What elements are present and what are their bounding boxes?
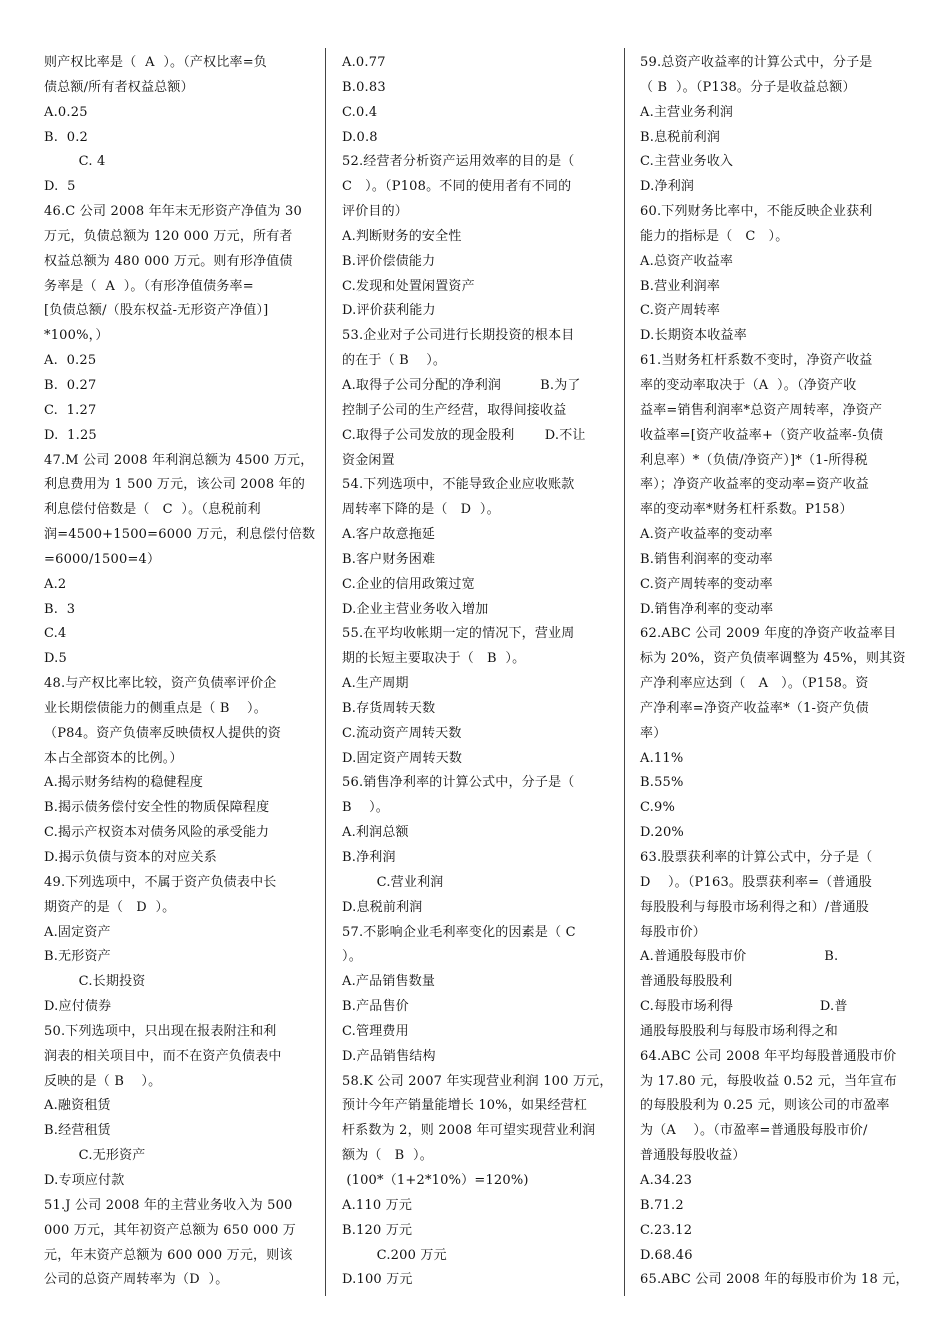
text-line: 控制子公司的生产经营，取得间接收益	[342, 402, 567, 418]
text-line: 产净利率应达到（ A ）。（P158。资	[640, 676, 869, 692]
text-line: 46.C 公司 2008 年年末无形资产净值为 30	[44, 204, 302, 220]
text-line: C.9%	[640, 800, 676, 816]
text-line: C.长期投资	[44, 974, 146, 990]
text-line: A.资产收益率的变动率	[640, 527, 773, 543]
text-line: B.营业利润率	[640, 278, 721, 294]
text-line: A.固定资产	[44, 924, 111, 940]
text-line: 为（A ）。（市盈率=普通股每股市价/	[640, 1123, 868, 1139]
text-line: （ B ）。（P138。分子是收益总额）	[640, 79, 856, 95]
text-line: D.企业主营业务收入增加	[342, 601, 489, 617]
text-line: A. 0.25	[44, 353, 97, 369]
text-line: 率）；净资产收益率的变动率=资产收益	[640, 477, 869, 493]
text-line: D.0.8	[342, 129, 378, 145]
text-line: 元，年末资产总额为 600 000 万元，则该	[44, 1247, 293, 1263]
text-line: C.营业利润	[342, 874, 444, 890]
text-line: B.0.83	[342, 79, 386, 95]
text-line: B.息税前利润	[640, 129, 721, 145]
text-line: 47.M 公司 2008 年利润总额为 4500 万元，	[44, 452, 314, 468]
text-line: 51.J 公司 2008 年的主营业务收入为 500	[44, 1197, 293, 1213]
text-line: D.产品销售结构	[342, 1048, 436, 1064]
text-line: D.100 万元	[342, 1272, 413, 1288]
text-line: C.0.4	[342, 104, 378, 120]
text-line: D.净利润	[640, 179, 695, 195]
text-line: B.55%	[640, 775, 684, 791]
text-line: B.净利润	[342, 850, 396, 865]
text-line: 利息费用为 1 500 万元，该公司 2008 年的	[44, 477, 306, 493]
text-line: D. 5	[44, 179, 76, 195]
text-line: C.每股市场利得 D.普	[640, 999, 848, 1015]
text-line: A.融资租赁	[44, 1098, 111, 1114]
text-line: 49.下列选项中，不属于资产负债表中长	[44, 874, 277, 890]
text-line: A.取得子公司分配的净利润 B.为了	[342, 377, 581, 393]
text-line: 率）	[640, 725, 667, 741]
text-line: 64.ABC 公司 2008 年平均每股普通股市价	[640, 1048, 897, 1064]
text-line: B. 3	[44, 601, 76, 617]
text-line: B.存货周转天数	[342, 700, 436, 716]
text-line: 为 17.80 元，每股收益 0.52 元，当年宣布	[640, 1073, 897, 1089]
text-line: A.总资产收益率	[640, 253, 734, 269]
text-line: 公司的总资产周转率为（D ）。	[44, 1272, 229, 1288]
text-line: 标为 20%，资产负债率调整为 45%，则其资	[640, 651, 906, 667]
text-line: 58.K 公司 2007 年实现营业利润 100 万元，	[342, 1073, 613, 1089]
text-line: 48.与产权比率比较，资产负债率评价企	[44, 676, 277, 692]
text-line: C.流动资产周转天数	[342, 725, 462, 741]
text-line: D.揭示负债与资本的对应关系	[44, 850, 217, 865]
text-line: C.企业的信用政策过宽	[342, 576, 475, 592]
text-line: 周转率下降的是（ D ）。	[342, 502, 500, 518]
text-line: 评价目的）	[342, 204, 409, 220]
column-divider-left	[325, 48, 326, 1296]
text-line: 万元，负债总额为 120 000 万元，所有者	[44, 228, 293, 244]
text-line: B.评价偿债能力	[342, 253, 436, 269]
text-line: 率的变动率取决于（A ）。（净资产收	[640, 377, 857, 393]
text-line: 润表的相关项目中，而不在资产负债表中	[44, 1048, 282, 1064]
text-line: 55.在平均收帐期一定的情况下，营业周	[342, 626, 575, 642]
text-line: 53.企业对子公司进行长期投资的根本目	[342, 328, 575, 344]
text-line: B.无形资产	[44, 949, 111, 965]
text-line: B.120 万元	[342, 1222, 413, 1238]
text-line: C.200 万元	[342, 1247, 447, 1263]
text-line: D. 1.25	[44, 427, 97, 443]
text-line: B ）。	[342, 800, 389, 816]
text-line: C.发现和处置闲置资产	[342, 278, 475, 294]
text-line: 务率是（ A ）。（有形净值债务率=	[44, 278, 254, 294]
text-line: C.资产周转率	[640, 303, 721, 319]
text-line: 利息率）*（负债/净资产）]*（1-所得税	[640, 452, 868, 468]
text-line: *100%，）	[44, 328, 109, 344]
text-line: 权益总额为 480 000 万元。则有形净值债	[44, 253, 293, 269]
column-divider-right	[624, 48, 625, 1296]
text-line: 收益率=[资产收益率+（资产收益率-负债	[640, 427, 884, 443]
text-line: 59.总资产收益率的计算公式中，分子是	[640, 55, 873, 70]
text-line: ）。	[342, 949, 362, 965]
text-line: 债总额/所有者权益总额）	[44, 79, 194, 95]
text-line: 期资产的是（ D ）。	[44, 899, 176, 915]
text-line: D.5	[44, 651, 67, 667]
text-column-3	[640, 51, 910, 1293]
text-line: 62.ABC 公司 2009 年度的净资产收益率目	[640, 626, 897, 642]
text-line: A.0.77	[342, 55, 386, 70]
text-line: C.23.12	[640, 1222, 693, 1238]
text-line: D.68.46	[640, 1247, 693, 1263]
text-line: 普通股每股股利	[640, 974, 733, 990]
text-line: 资金闲置	[342, 452, 395, 468]
text-line: 通股每股股利与每股市场利得之和	[640, 1023, 839, 1039]
text-line: 本占全部资本的比例。）	[44, 750, 183, 766]
text-line: A.主营业务利润	[640, 104, 734, 120]
text-line: B.揭示债务偿付安全性的物质保障程度	[44, 800, 270, 816]
text-line: 的在于（ B ）。	[342, 353, 447, 369]
text-line: A.判断财务的安全性	[342, 228, 462, 244]
text-line: A.生产周期	[342, 676, 409, 692]
text-line: (100*（1+2*10%）=120%)	[342, 1172, 529, 1188]
text-line: B.客户财务困难	[342, 551, 436, 567]
text-line: 60.下列财务比率中，不能反映企业获利	[640, 204, 873, 220]
text-line: （P84。资产负债率反映债权人提供的资	[44, 725, 282, 741]
text-line: C.4	[44, 626, 67, 642]
text-line: 额为（ B ）。	[342, 1148, 433, 1164]
text-line: 每股市价）	[640, 924, 707, 940]
text-line: B.产品售价	[342, 999, 409, 1015]
text-line: B.71.2	[640, 1197, 684, 1213]
text-line: 则产权比率是（ A ）。（产权比率=负	[44, 55, 268, 70]
text-line: 杆系数为 2，则 2008 年可望实现营业利润	[342, 1123, 596, 1139]
text-line: 能力的指标是（ C ）。	[640, 228, 789, 244]
text-line: C. 4	[44, 154, 106, 170]
text-line: D ）。（P163。股票获利率=（普通股	[640, 874, 873, 890]
text-line: 56.销售净利率的计算公式中，分子是（	[342, 775, 575, 791]
text-line: B.经营租赁	[44, 1123, 111, 1139]
text-line: C.资产周转率的变动率	[640, 576, 773, 592]
text-line: A.0.25	[44, 104, 88, 120]
text-line: C.揭示产权资本对债务风险的承受能力	[44, 825, 270, 841]
text-line: A.产品销售数量	[342, 974, 436, 990]
text-line: 50.下列选项中，只出现在报表附注和利	[44, 1023, 277, 1039]
text-line: D.评价获利能力	[342, 303, 436, 319]
text-line: D.销售净利率的变动率	[640, 601, 774, 617]
text-line: D.20%	[640, 825, 684, 841]
text-line: 反映的是（ B ）。	[44, 1073, 162, 1089]
text-line: 000 万元，其年初资产总额为 650 000 万	[44, 1222, 296, 1238]
text-line: 的每股股利为 0.25 元，则该公司的市盈率	[640, 1098, 890, 1114]
text-line: 63.股票获利率的计算公式中，分子是（	[640, 850, 873, 865]
text-line: 产净利率=净资产收益率*（1-资产负债	[640, 700, 869, 716]
text-line: C.取得子公司发放的现金股利 D.不让	[342, 427, 586, 443]
text-line: [负债总额/（股东权益-无形资产净值）]	[44, 303, 269, 319]
text-line: 期的长短主要取决于（ B ）。	[342, 651, 526, 667]
text-line: 业长期偿债能力的侧重点是（ B ）。	[44, 700, 267, 716]
text-line: D.长期资本收益率	[640, 328, 747, 344]
text-line: D.应付债券	[44, 999, 112, 1015]
text-line: 预计今年产销量能增长 10%，如果经营杠	[342, 1098, 588, 1114]
text-line: A.客户故意拖延	[342, 527, 436, 543]
text-line: A.110 万元	[342, 1197, 413, 1213]
text-line: B.销售利润率的变动率	[640, 551, 773, 567]
text-line: 利息偿付倍数是（ C ）。（息税前利	[44, 502, 261, 518]
text-line: C. 1.27	[44, 402, 97, 418]
text-line: C.管理费用	[342, 1023, 409, 1039]
text-line: 57.不影响企业毛利率变化的因素是（ C	[342, 924, 576, 940]
text-line: D.固定资产周转天数	[342, 750, 463, 766]
text-line: A.揭示财务结构的稳健程度	[44, 775, 204, 791]
text-line: A.2	[44, 576, 67, 592]
text-line: 65.ABC 公司 2008 年的每股市价为 18 元，	[640, 1272, 909, 1288]
text-line: 率的变动率*财务杠杆系数。P158）	[640, 502, 853, 518]
text-line: =6000/1500=4）	[44, 551, 161, 567]
text-column-1	[44, 51, 316, 1293]
text-line: A.34.23	[640, 1172, 693, 1188]
text-line: C.无形资产	[44, 1148, 146, 1164]
text-line: 每股股利与每股市场利得之和）/普通股	[640, 899, 869, 915]
text-line: D.息税前利润	[342, 899, 423, 915]
text-line: 润=4500+1500=6000 万元，利息偿付倍数	[44, 527, 316, 543]
text-line: B. 0.2	[44, 129, 89, 145]
text-line: A.11%	[640, 750, 684, 766]
text-line: C.主营业务收入	[640, 154, 734, 170]
text-column-2	[342, 51, 613, 1293]
text-line: A.利润总额	[342, 825, 409, 841]
text-line: B. 0.27	[44, 377, 97, 393]
text-line: C ）。（P108。不同的使用者有不同的	[342, 179, 572, 195]
text-line: 普通股每股收益）	[640, 1148, 746, 1164]
text-line: 54.下列选项中，不能导致企业应收账款	[342, 477, 575, 493]
text-line: 52.经营者分析资产运用效率的目的是（	[342, 154, 575, 170]
text-line: D.专项应付款	[44, 1172, 125, 1188]
text-line: 61.当财务杠杆系数不变时，净资产收益	[640, 353, 873, 369]
text-line: 益率=销售利润率*总资产周转率，净资产	[640, 402, 883, 418]
text-line: A.普通股每股市价 B.	[640, 949, 839, 965]
